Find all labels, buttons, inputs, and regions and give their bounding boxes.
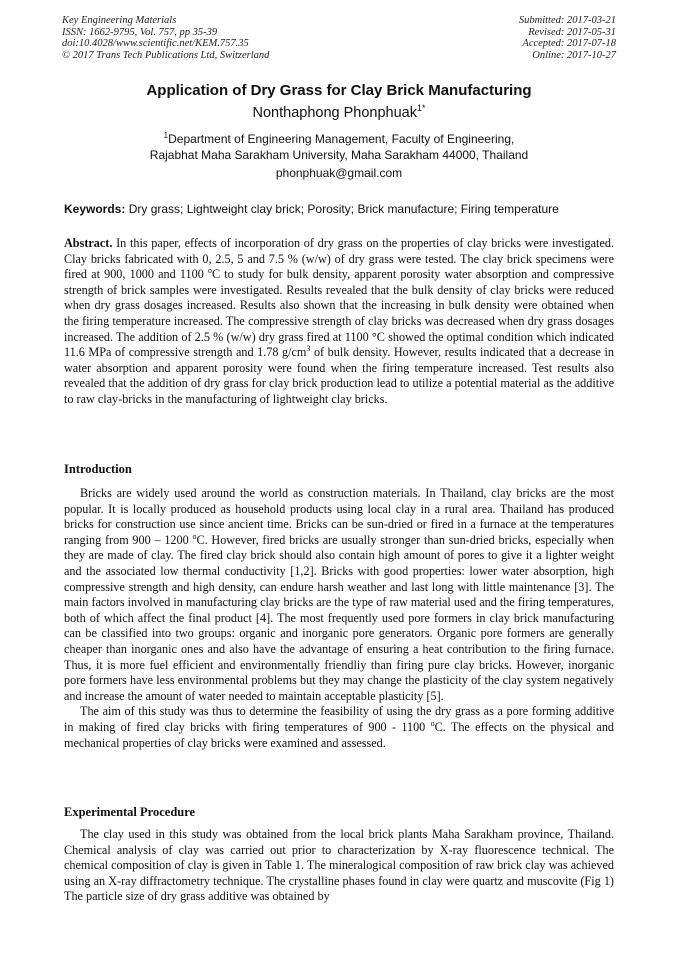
keywords-text: Dry grass; Lightweight clay brick; Porosity; Brick manufacture; Firing temperature: [125, 202, 559, 216]
abstract-text-2: C to study for bulk density, apparent porosity water absorption and compressive strength of brick samples were investigated. Results revealed that the bulk density of clay bricks were reduced when dry grass dosages increased. Results also shown that the increasing in bulk density were obtained when the firing temperature increased. The compressive strength of clay bricks was decreased when dry grass dosages increased. The addition of 2.5 % (w/w) dry grass fired at 1100 °C showed the optimal condition which indicated 11.6 MPa of compressive strength and 1.78 g/cm: [64, 267, 614, 360]
introduction-body: [64, 486, 614, 751]
author-name: Nonthaphong Phonphuak: [252, 105, 417, 121]
degree-mark: o: [192, 531, 197, 541]
intro-p2-text-a: The aim of this study was thus to determine the feasibility of using the dry grass as a pore forming additive in making of fired clay bricks with firing temperatures of 900 - 1100: [64, 704, 614, 734]
cube-mark: 3: [306, 344, 311, 354]
affiliation: [0, 128, 678, 163]
experimental-paragraph-1: The clay used in this study was obtained from the local brick plants Maha Sarakham province, Thailand. Chemical analysis of clay was carried out prior to characterization by X-ray fluorescence technical. The chemical composition of clay is given in Table 1. The mineralogical composition of raw brick clay was achieved using an X-ray diffractometry technique. The crystalline phases found in clay were quartz and muscovite (Fig 1) The particle size of dry grass additive was obtained by: [64, 827, 614, 904]
intro-p1-text-b: C. However, fired bricks are usually stronger than sun-dried bricks, especially when they are made of clay. The fired clay brick should also contain high amount of pores to give it a lighter weight and the associated low thermal conductivity [1,2]. Bricks with good properties: lower water absorption, high compressive strength and high density, can endure harsh weather and last long with little maintenance [3]. The main factors involved in manufacturing clay bricks are the type of raw material used and the firing temperatures, both of which affect the final product [4]. The most frequently used pore formers in clay brick manufacturing can be classified into two groups: organic and inorganic pore generators. Organic pore formers are generally cheaper than inorganic ones and also have the advantage of ensuring a heat contribution to the firing furnace. Thus, it is more fuel efficient and environmentally friendliy than firing pure clay bricks. However, inorganic pore formers have less environmental problems but they may change the plasticity of the clay system negatively and increase the amount of water needed to maintain acceptable plasticity [5].: [64, 532, 614, 703]
abstract-label: Abstract.: [64, 236, 113, 250]
intro-p2-text-b: C. The effects on the physical and mechanical properties of clay bricks were examined and assessed.: [64, 719, 615, 750]
degree-mark: o: [207, 266, 212, 276]
intro-paragraph-1: [64, 486, 614, 704]
journal-doi[interactable]: doi:10.4028/www.scientific.net/KEM.757.35: [62, 38, 249, 49]
journal-header: [62, 15, 616, 61]
author-email[interactable]: phonphuak@gmail.com: [275, 166, 403, 180]
affiliation-marker: 1: [163, 131, 169, 140]
date-submitted: Submitted: 2017-03-21: [518, 15, 616, 26]
journal-copyright: © 2017 Trans Tech Publications Ltd, Switzerland: [62, 49, 270, 61]
introduction-heading: Introduction: [64, 462, 132, 476]
journal-info: [62, 15, 269, 61]
keywords-label: Keywords:: [64, 202, 126, 216]
intro-paragraph-2: [64, 704, 614, 751]
date-revised: Revised: 2017-05-31: [528, 26, 616, 38]
abstract-text-3: of bulk density. However, results indicated that a decrease in water absorption and apparent porosity were found when the firing temperature increased. Test results also revealed that the addition of dry grass for clay brick production lead to utilize a potential material as the additive to raw clay-bricks in the manufacturing of lightweight clay bricks.: [64, 345, 614, 406]
intro-p1-text-a: Bricks are widely used around the world as construction materials. In Thailand, clay bricks are the most popular. It is locally produced as household products using local clay in a rural area. Thailand has produced bricks for construction use since ancient time. Bricks can be sun-dried or fired in a furnace at the temperatures ranging from 900 – 1200: [64, 486, 614, 547]
publication-dates: [519, 15, 616, 61]
experimental-body: [64, 827, 614, 905]
author-line: [0, 103, 678, 121]
affiliation-line1: Department of Engineering Management, Faculty of Engineering,: [168, 132, 515, 146]
abstract: [64, 236, 614, 408]
date-accepted: Accepted: 2017-07-18: [522, 38, 616, 49]
author-marker: 1*: [416, 103, 426, 113]
date-online: Online: 2017-10-27: [532, 49, 616, 61]
keywords: [64, 202, 624, 216]
journal-name: Key Engineering Materials: [62, 15, 177, 26]
abstract-text-1: In this paper, effects of incorporation of dry grass on the properties of clay bricks were investigated. Clay bricks fabricated with 0, 2.5, 5 and 7.5 % (w/w) of dry grass were tested. The clay brick specimens were fired at 900, 1000 and 1100: [64, 236, 614, 282]
paper-title: Application of Dry Grass for Clay Brick Manufacturing: [146, 82, 532, 99]
degree-mark: o: [430, 718, 435, 728]
experimental-heading: Experimental Procedure: [64, 805, 196, 819]
affiliation-line2: Rajabhat Maha Sarakham University, Maha Sarakham 44000, Thailand: [149, 148, 529, 162]
journal-issn: ISSN: 1662-9795, Vol. 757, pp 35-39: [62, 26, 218, 38]
